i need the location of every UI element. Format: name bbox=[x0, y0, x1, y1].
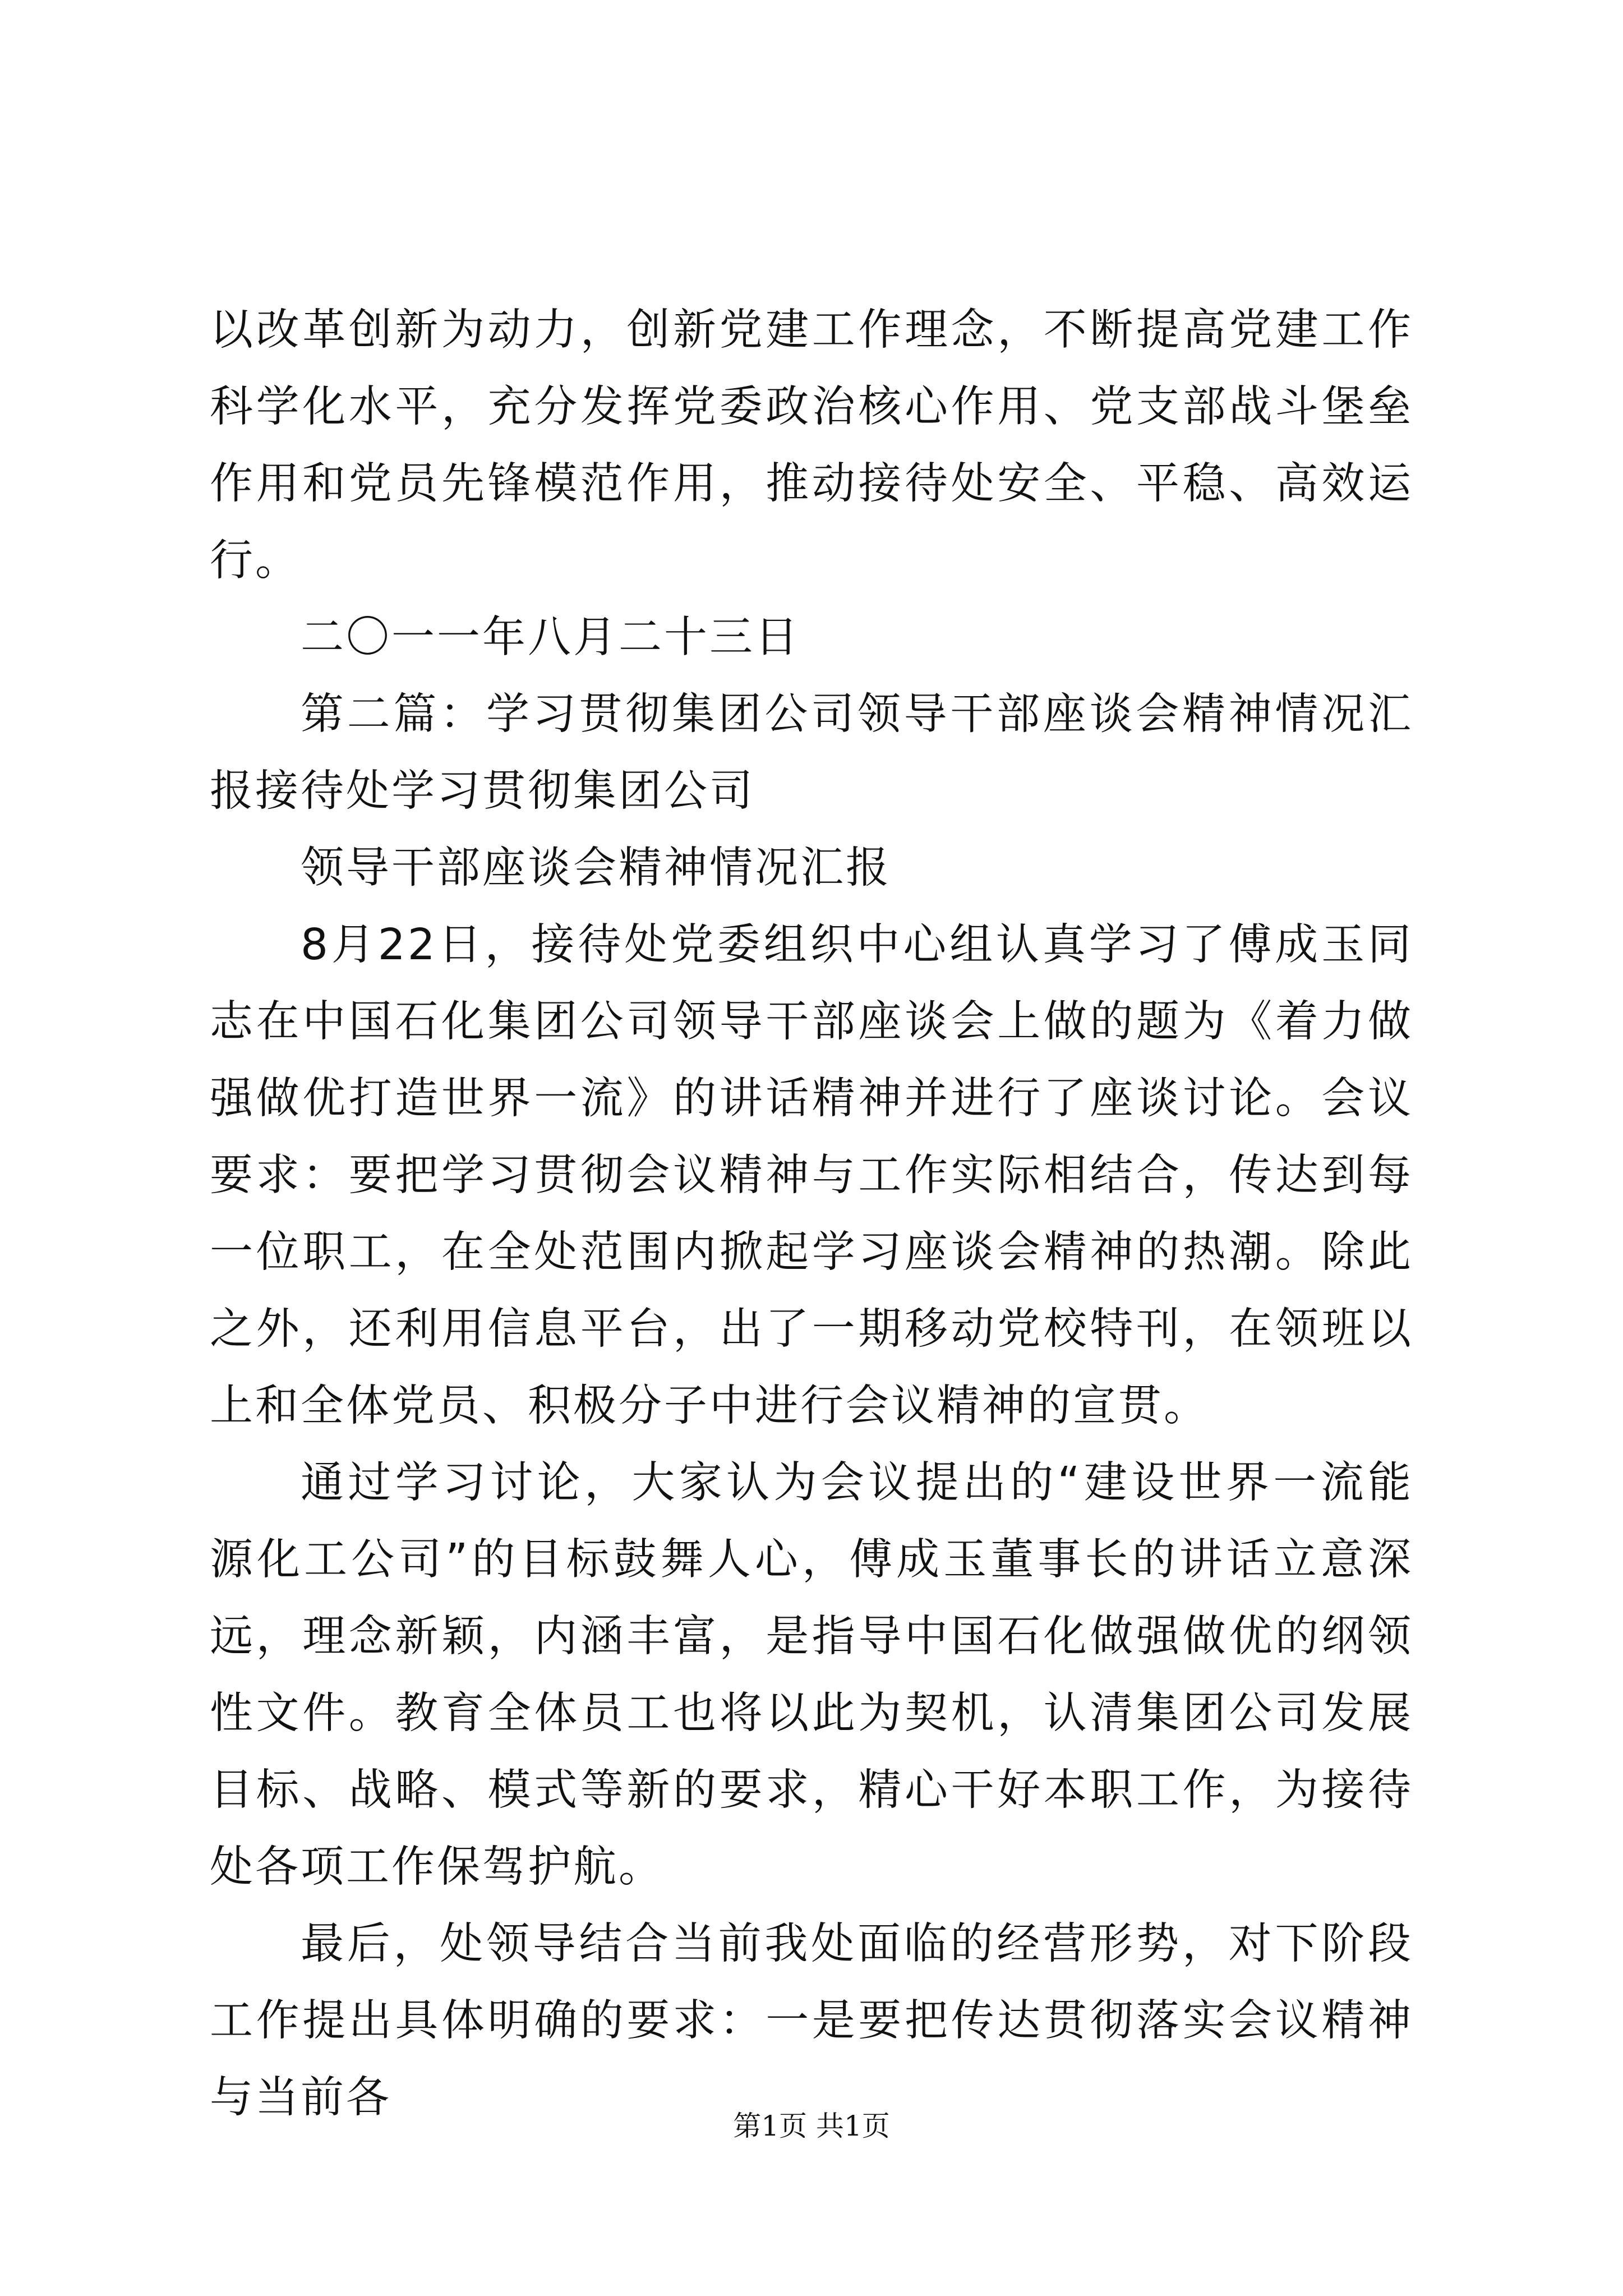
paragraph-subtitle: 领导干部座谈会精神情况汇报 bbox=[301, 843, 891, 893]
page-footer: 第1页 共1页 bbox=[733, 2110, 890, 2142]
paragraph-date: 二〇一一年八月二十三日 bbox=[301, 613, 800, 662]
paragraph-discussion: 通过学习讨论，大家认为会议提出的“建设世界一流能源化工公司”的目标鼓舞人心，傅成玉董事长的讲话立意深远，理念新颖，内涵丰富，是指导中国石化做强做优的纲领性文件。教育全体员工也将以此为契机，认清集团公司发展目标、战略、模式等新的要求，精心干好本职工作，为接待处各项工作保驾护航。 bbox=[210, 1458, 1413, 1892]
paragraph-requirements: 最后，处领导结合当前我处面临的经营形势，对下阶段工作提出具体明确的要求：一是要把传达贯彻落实会议精神与当前各 bbox=[210, 1919, 1413, 2123]
paragraph-meeting-study: 8月22日，接待处党委组织中心组认真学习了傅成玉同志在中国石化集团公司领导干部座谈会上做的题为《着力做强做优打造世界一流》的讲话精神并进行了座谈讨论。会议要求：要把学习贯彻会议精神与工作实际相结合，传达到每一位职工，在全处范围内掀起学习座谈会精神的热潮。除此之外，还利用信息平台，出了一期移动党校特刊，在领班以上和全体党员、积极分子中进行会议精神的宣贯。 bbox=[210, 920, 1413, 1431]
paragraph-section-title: 第二篇：学习贯彻集团公司领导干部座谈会精神情况汇报接待处学习贯彻集团公司 bbox=[210, 689, 1413, 816]
document-body bbox=[210, 292, 1413, 2136]
paragraph-1: 以改革创新为动力，创新党建工作理念，不断提高党建工作科学化水平，充分发挥党委政治核心作用、党支部战斗堡垒作用和党员先锋模范作用，推动接待处安全、平稳、高效运行。 bbox=[210, 305, 1413, 586]
